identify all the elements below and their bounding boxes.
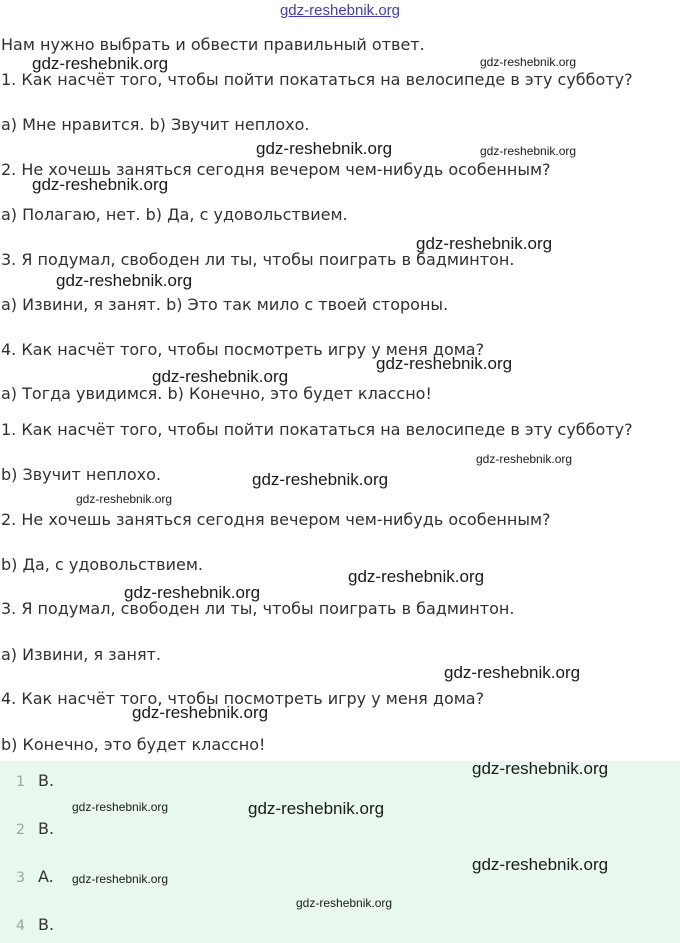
answer-key-panel (0, 761, 680, 943)
chosen-answer-2: b) Да, с удовольствием. (1, 555, 203, 574)
watermark: gdz-reshebnik.org (296, 896, 393, 910)
watermark: gdz-reshebnik.org (256, 139, 393, 158)
answer-value: B. (38, 915, 55, 934)
watermark: gdz-reshebnik.org (480, 55, 577, 69)
intro-text: Нам нужно выбрать и обвести правильный ответ. (1, 35, 425, 54)
question-3-repeat: 3. Я подумал, свободен ли ты, чтобы поиграть в бадминтон. (1, 599, 515, 618)
question-1: 1. Как насчёт того, чтобы пойти покататься на велосипеде в эту субботу? (1, 70, 633, 89)
chosen-answer-3: a) Извини, я занят. (1, 645, 161, 664)
question-1-repeat: 1. Как насчёт того, чтобы пойти покататься на велосипеде в эту субботу? (1, 420, 633, 439)
answer-row (16, 819, 54, 840)
answer-row (16, 867, 54, 888)
options-4: a) Тогда увидимся. b) Конечно, это будет классно! (1, 384, 432, 403)
chosen-answer-1: b) Звучит неплохо. (1, 465, 162, 484)
chosen-answer-4: b) Конечно, это будет классно! (1, 735, 266, 754)
watermark: gdz-reshebnik.org (416, 234, 553, 253)
options-1: a) Мне нравится. b) Звучит неплохо. (1, 115, 310, 134)
answer-row (16, 915, 54, 936)
watermark: gdz-reshebnik.org (76, 492, 173, 506)
watermark: gdz-reshebnik.org (72, 800, 169, 814)
watermark: gdz-reshebnik.org (348, 567, 485, 586)
answer-number: 1 (16, 774, 25, 790)
watermark: gdz-reshebnik.org (444, 663, 581, 682)
watermark: gdz-reshebnik.org (132, 703, 269, 722)
answer-number: 4 (16, 918, 25, 934)
watermark: gdz-reshebnik.org (124, 583, 261, 602)
watermark: gdz-reshebnik.org (252, 470, 389, 489)
options-3: a) Извини, я занят. b) Это так мило с твоей стороны. (1, 295, 449, 314)
watermark: gdz-reshebnik.org (472, 759, 609, 778)
answer-number: 2 (16, 822, 25, 838)
watermark: gdz-reshebnik.org (480, 144, 577, 158)
watermark: gdz-reshebnik.org (248, 799, 385, 818)
watermark: gdz-reshebnik.org (32, 175, 169, 194)
watermark: gdz-reshebnik.org (476, 452, 573, 466)
options-2: a) Полагаю, нет. b) Да, с удовольствием. (1, 205, 348, 224)
answer-row (16, 771, 54, 792)
answer-value: B. (38, 819, 55, 838)
answer-value: B. (38, 771, 55, 790)
question-4-repeat: 4. Как насчёт того, чтобы посмотреть игру у меня дома? (1, 689, 485, 708)
watermark: gdz-reshebnik.org (472, 855, 609, 874)
question-2: 2. Не хочешь заняться сегодня вечером чем-нибудь особенным? (1, 160, 551, 179)
site-header-link[interactable]: gdz-reshebnik.org (279, 2, 401, 19)
watermark: gdz-reshebnik.org (32, 54, 169, 73)
watermark: gdz-reshebnik.org (152, 367, 289, 386)
question-4: 4. Как насчёт того, чтобы посмотреть игру у меня дома? (1, 340, 485, 359)
question-2-repeat: 2. Не хочешь заняться сегодня вечером чем-нибудь особенным? (1, 510, 551, 529)
watermark: gdz-reshebnik.org (56, 271, 193, 290)
watermark: gdz-reshebnik.org (376, 354, 513, 373)
answer-value: A. (38, 867, 54, 886)
answer-number: 3 (16, 870, 25, 886)
question-3: 3. Я подумал, свободен ли ты, чтобы поиграть в бадминтон. (1, 250, 515, 269)
watermark: gdz-reshebnik.org (72, 872, 169, 886)
